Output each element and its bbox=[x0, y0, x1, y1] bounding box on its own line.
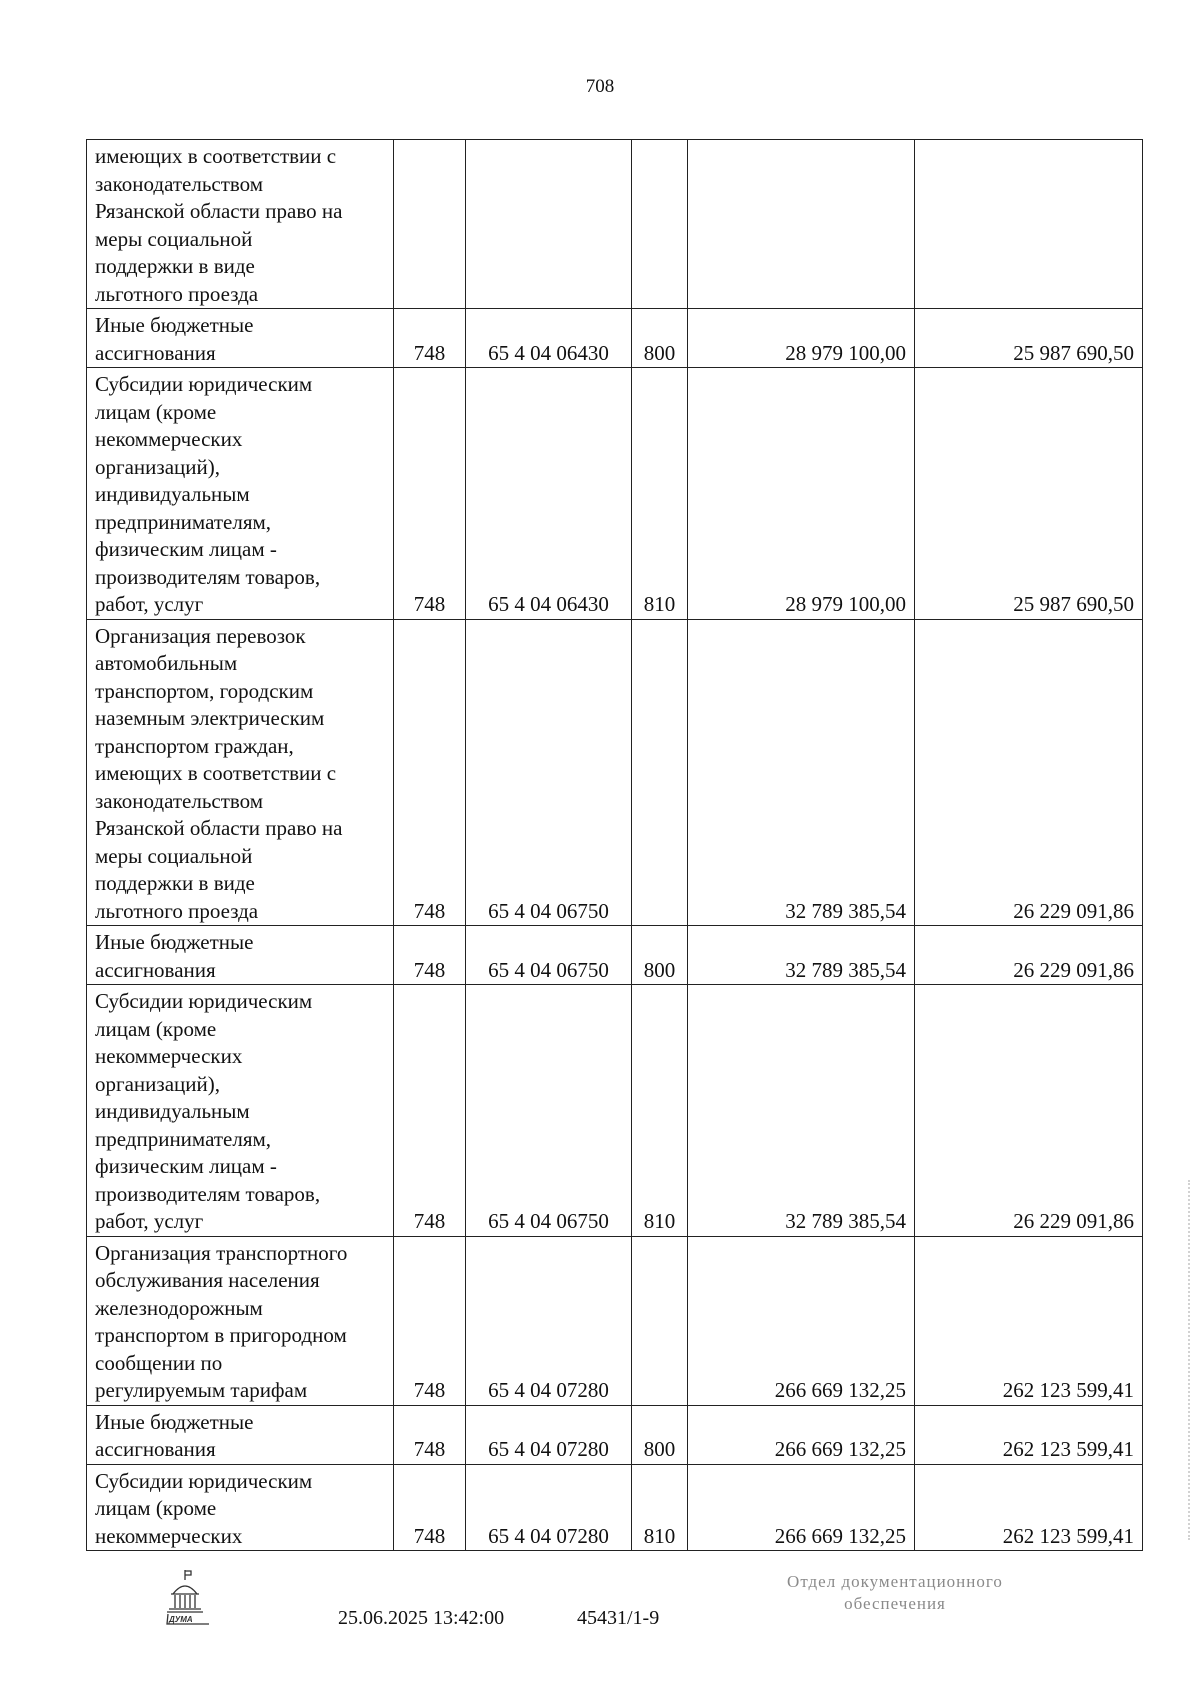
plan-amount-cell: 28 979 100,00 bbox=[688, 368, 915, 620]
csr-code-cell: 65 4 04 06750 bbox=[466, 926, 632, 985]
row-name-cell: Субсидии юридическим лицам (кроме некоммерческих организаций), индивидуальным предпринимателям, физическим лицам - производителям товаров, работ, услуг bbox=[87, 985, 394, 1237]
stamp-line: обеспечения bbox=[844, 1594, 946, 1613]
vr-code-cell bbox=[632, 1236, 688, 1405]
csr-code-cell: 65 4 04 07280 bbox=[466, 1464, 632, 1551]
csr-code-cell: 65 4 04 07280 bbox=[466, 1236, 632, 1405]
vr-code-cell: 810 bbox=[632, 1464, 688, 1551]
page-number: 708 bbox=[585, 76, 615, 97]
exec-amount-cell: 26 229 091,86 bbox=[915, 926, 1143, 985]
registration-number: 45431/1-9 bbox=[577, 1607, 660, 1629]
row-name-cell: Иные бюджетные ассигнования bbox=[87, 309, 394, 368]
scan-margin-marks bbox=[1188, 1180, 1192, 1540]
svg-text:ДУМА: ДУМА bbox=[169, 1615, 193, 1624]
row-name-cell: Иные бюджетные ассигнования bbox=[87, 926, 394, 985]
exec-amount-cell: 262 123 599,41 bbox=[915, 1464, 1143, 1551]
duma-logo-icon bbox=[165, 1568, 227, 1630]
plan-amount-cell: 32 789 385,54 bbox=[688, 926, 915, 985]
vr-code-cell: 810 bbox=[632, 368, 688, 620]
exec-amount-cell: 262 123 599,41 bbox=[915, 1236, 1143, 1405]
vr-code-cell bbox=[632, 140, 688, 309]
csr-code-cell: 65 4 04 07280 bbox=[466, 1405, 632, 1464]
table-row bbox=[87, 926, 1143, 985]
registration-datetime: 25.06.2025 13:42:00 bbox=[338, 1607, 505, 1629]
table-row bbox=[87, 309, 1143, 368]
gr-code-cell: 748 bbox=[394, 985, 466, 1237]
gr-code-cell: 748 bbox=[394, 368, 466, 620]
exec-amount-cell bbox=[915, 140, 1143, 309]
vr-code-cell bbox=[632, 619, 688, 926]
table-row bbox=[87, 1236, 1143, 1405]
stamp-line: Отдел документационного bbox=[787, 1572, 1003, 1591]
table-row bbox=[87, 619, 1143, 926]
exec-amount-cell: 25 987 690,50 bbox=[915, 309, 1143, 368]
gr-code-cell bbox=[394, 140, 466, 309]
gr-code-cell: 748 bbox=[394, 1405, 466, 1464]
csr-code-cell: 65 4 04 06430 bbox=[466, 368, 632, 620]
plan-amount-cell: 32 789 385,54 bbox=[688, 619, 915, 926]
csr-code-cell: 65 4 04 06430 bbox=[466, 309, 632, 368]
plan-amount-cell: 266 669 132,25 bbox=[688, 1405, 915, 1464]
gr-code-cell: 748 bbox=[394, 926, 466, 985]
vr-code-cell: 800 bbox=[632, 309, 688, 368]
department-stamp bbox=[745, 1571, 1045, 1615]
csr-code-cell: 65 4 04 06750 bbox=[466, 985, 632, 1237]
plan-amount-cell: 266 669 132,25 bbox=[688, 1464, 915, 1551]
plan-amount-cell: 32 789 385,54 bbox=[688, 985, 915, 1237]
row-name-cell: Субсидии юридическим лицам (кроме некоммерческих bbox=[87, 1464, 394, 1551]
table-row bbox=[87, 1464, 1143, 1551]
table-row bbox=[87, 368, 1143, 620]
table-row bbox=[87, 140, 1143, 309]
vr-code-cell: 810 bbox=[632, 985, 688, 1237]
vr-code-cell: 800 bbox=[632, 1405, 688, 1464]
table-row bbox=[87, 985, 1143, 1237]
gr-code-cell: 748 bbox=[394, 619, 466, 926]
exec-amount-cell: 262 123 599,41 bbox=[915, 1405, 1143, 1464]
csr-code-cell: 65 4 04 06750 bbox=[466, 619, 632, 926]
budget-table bbox=[86, 139, 1143, 1551]
exec-amount-cell: 25 987 690,50 bbox=[915, 368, 1143, 620]
plan-amount-cell bbox=[688, 140, 915, 309]
csr-code-cell bbox=[466, 140, 632, 309]
gr-code-cell: 748 bbox=[394, 1236, 466, 1405]
row-name-cell: имеющих в соответствии с законодательством Рязанской области право на меры социальной поддержки в виде льготного проезда bbox=[87, 140, 394, 309]
vr-code-cell: 800 bbox=[632, 926, 688, 985]
gr-code-cell: 748 bbox=[394, 309, 466, 368]
table-row bbox=[87, 1405, 1143, 1464]
gr-code-cell: 748 bbox=[394, 1464, 466, 1551]
exec-amount-cell: 26 229 091,86 bbox=[915, 985, 1143, 1237]
row-name-cell: Организация перевозок автомобильным транспортом, городским наземным электрическим транспортом граждан, имеющих в соответствии с законодательством Рязанской области право на меры социальной поддержки в виде льготного проезда bbox=[87, 619, 394, 926]
row-name-cell: Субсидии юридическим лицам (кроме некоммерческих организаций), индивидуальным предпринимателям, физическим лицам - производителям товаров, работ, услуг bbox=[87, 368, 394, 620]
row-name-cell: Иные бюджетные ассигнования bbox=[87, 1405, 394, 1464]
plan-amount-cell: 266 669 132,25 bbox=[688, 1236, 915, 1405]
row-name-cell: Организация транспортного обслуживания населения железнодорожным транспортом в пригородном сообщении по регулируемым тарифам bbox=[87, 1236, 394, 1405]
exec-amount-cell: 26 229 091,86 bbox=[915, 619, 1143, 926]
plan-amount-cell: 28 979 100,00 bbox=[688, 309, 915, 368]
